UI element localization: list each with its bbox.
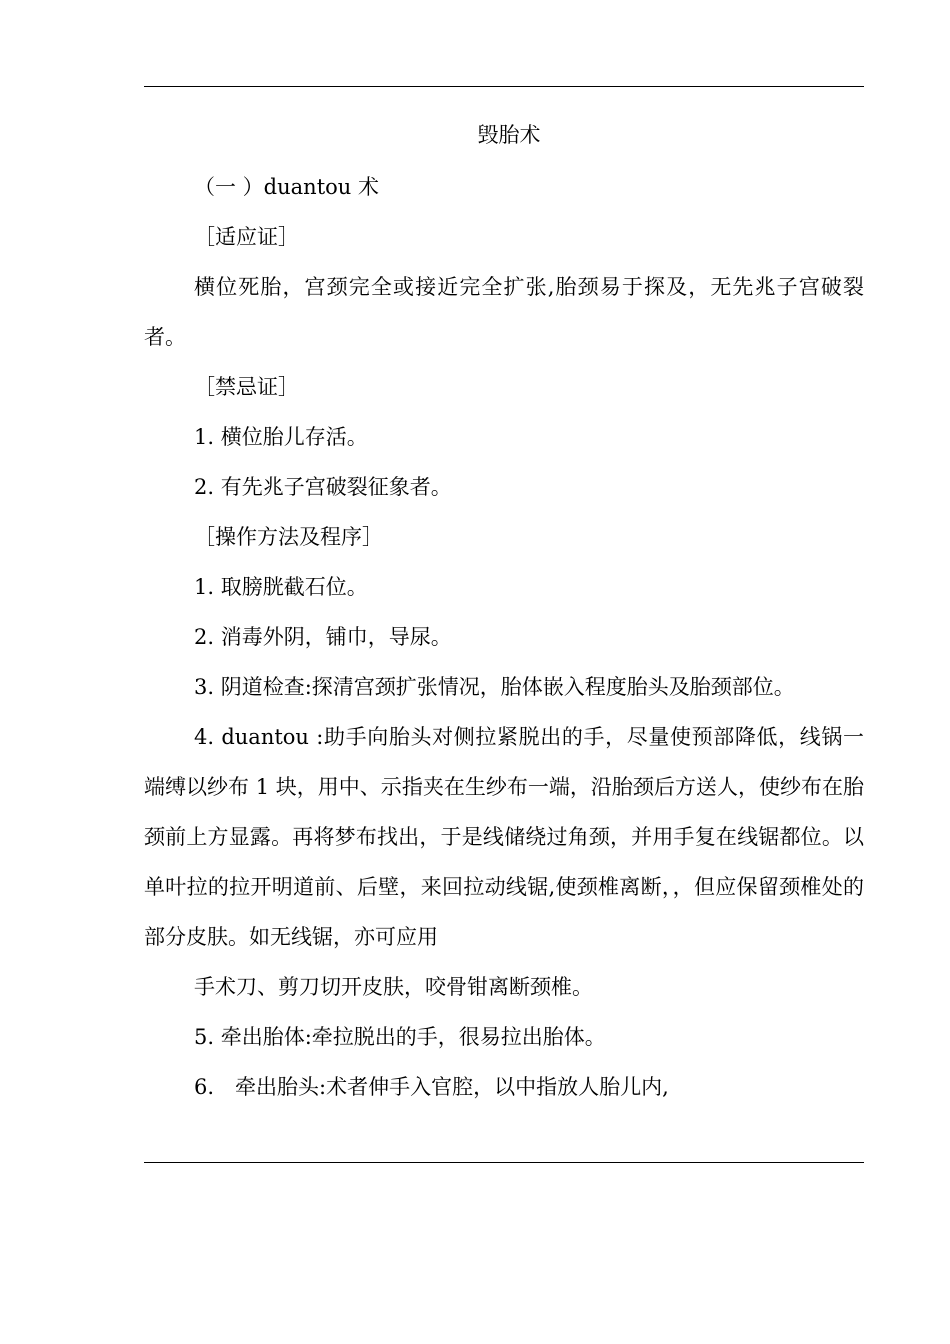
contraindication-item: 2. 有先兆子宫破裂征象者。 (194, 475, 452, 499)
procedure-step: 4. duantou :助手向胎头对侧拉紧脱出的手，尽量使预部降低，线锅一端缚以纱布 1 块，用中、示指夹在生纱布一端，沿胎颈后方送人，使纱布在胎颈前上方显露。再将梦布找出，于是线储绕过角颈，并用手复在线锯都位。以单叶拉的拉开明道前、后壁，来回拉动线锯,使颈椎离断，，但应保留颈椎处的部分皮肤。如无线锯，亦可应用 (144, 725, 864, 949)
procedure-step-continuation: 手术刀、剪刀切开皮肤，咬骨钳离断颈椎。 (194, 975, 593, 999)
footer-rule (144, 1162, 864, 1163)
procedure-heading: ［操作方法及程序］ (194, 525, 383, 549)
procedure-step: 6. 牵出胎头:术者伸手入官腔，以中指放人胎儿内, (194, 1075, 669, 1099)
header-rule (144, 86, 864, 87)
contraindication-item: 1. 横位胎儿存活。 (194, 425, 368, 449)
document-body (144, 108, 864, 1112)
procedure-step: 3. 阴道检查:探清宫颈扩张情况，胎体嵌入程度胎头及胎颈部位。 (194, 675, 795, 699)
contraindications-heading: ［禁忌证］ (194, 375, 299, 399)
document-title: 毁胎术 (477, 123, 541, 147)
section-heading: （一 ）duantou 术 (194, 175, 379, 199)
procedure-step: 5. 牵出胎体:牵拉脱出的手，很易拉出胎体。 (194, 1025, 606, 1049)
indications-heading: ［适应证］ (194, 225, 299, 249)
procedure-step: 1. 取膀胱截石位。 (194, 575, 368, 599)
procedure-step: 2. 消毒外阴，铺巾，导尿。 (194, 625, 452, 649)
indications-paragraph: 横位死胎，宫颈完全或接近完全扩张,胎颈易于探及，无先兆子宫破裂者。 (144, 275, 864, 349)
